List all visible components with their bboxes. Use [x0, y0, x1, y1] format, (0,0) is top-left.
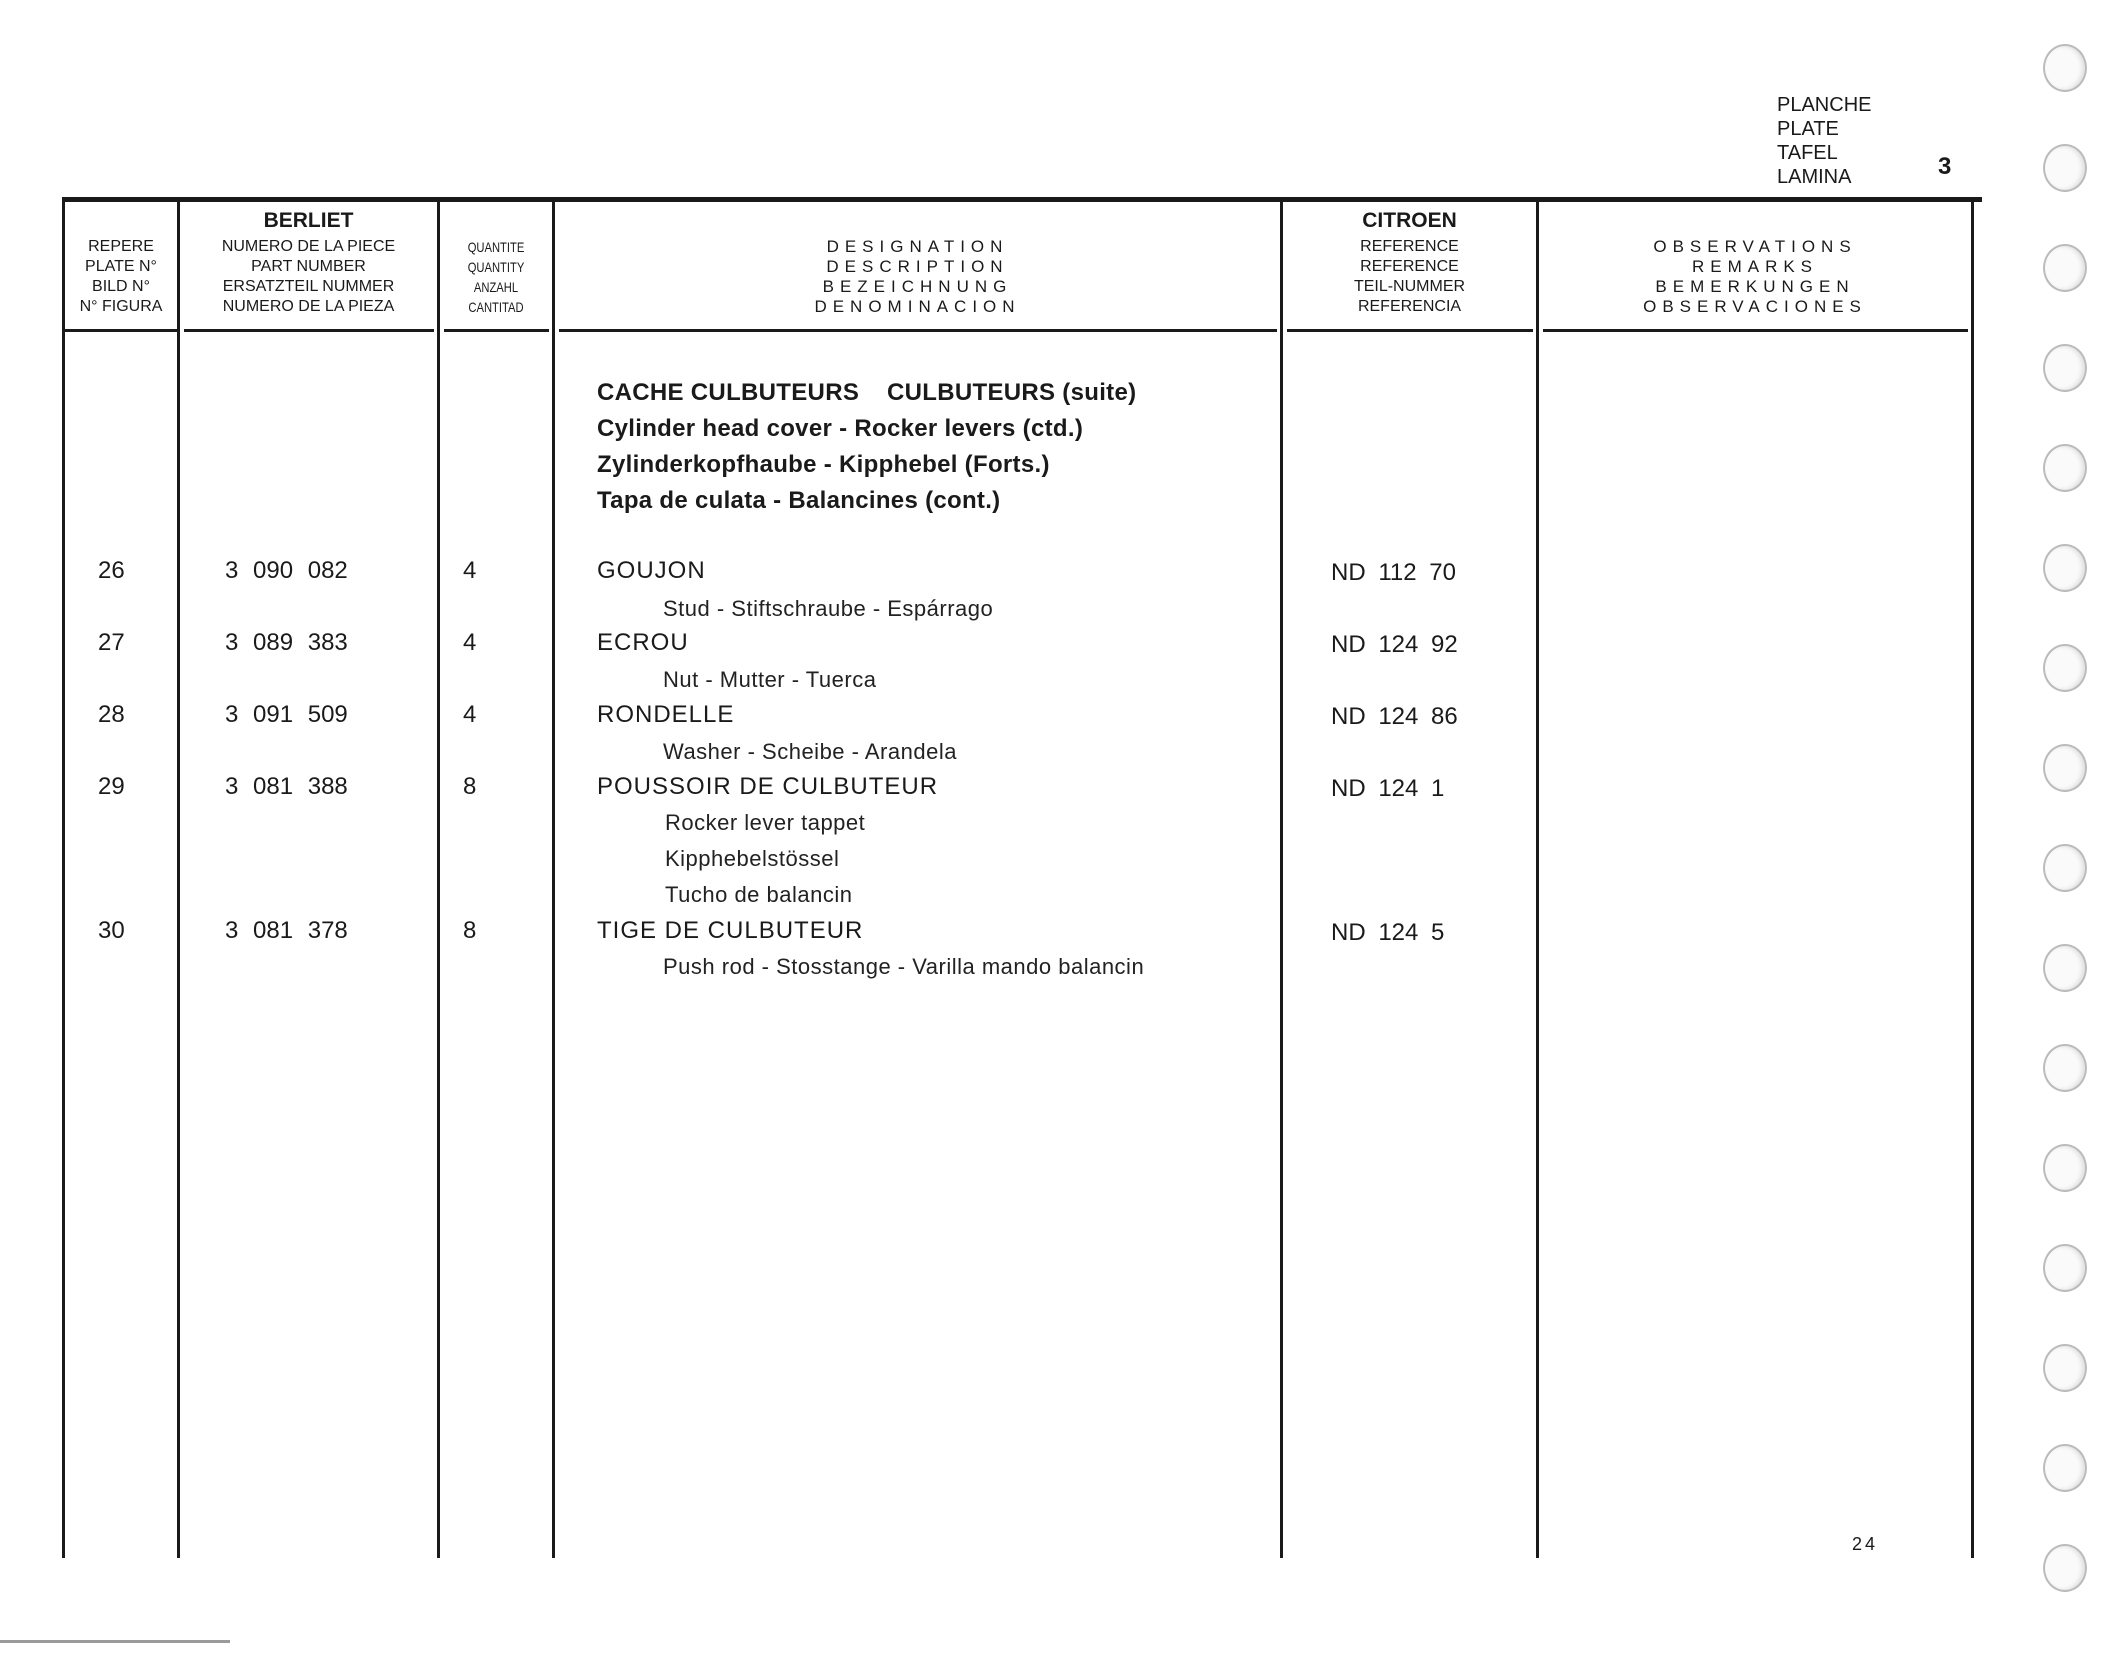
column-divider-4 — [1280, 200, 1283, 1558]
binder-ring — [2043, 1244, 2087, 1292]
header-citroen-title: CITROEN — [1362, 209, 1457, 232]
row-30-part-number: 3 081 378 — [225, 917, 348, 944]
row-26-citroen-ref: ND 112 70 — [1331, 559, 1456, 586]
header-underline-1 — [65, 329, 177, 332]
binder-ring — [2043, 844, 2087, 892]
section-title-de: Zylinderkopfhaube - Kipphebel (Forts.) — [597, 451, 1050, 478]
row-26-part-number: 3 090 082 — [225, 557, 348, 584]
row-27-description: Nut - Mutter - Tuerca — [663, 667, 877, 692]
section-title-fr: CACHE CULBUTEURS CULBUTEURS (suite) — [597, 379, 1137, 406]
plate-number: 3 — [1938, 153, 1952, 180]
binder-ring — [2043, 1444, 2087, 1492]
header-designation — [555, 237, 1280, 317]
plate-label-en: PLATE — [1777, 118, 1839, 140]
header-underline-2 — [184, 329, 434, 332]
row-29-quantity: 8 — [463, 773, 477, 800]
header-designation-es: DENOMINACION — [814, 297, 1021, 316]
header-observations — [1539, 237, 1971, 317]
row-29-description-de: Kipphebelstössel — [665, 846, 840, 871]
row-27-quantity: 4 — [463, 629, 477, 656]
row-27-part-number: 3 089 383 — [225, 629, 348, 656]
row-28-citroen-ref: ND 124 86 — [1331, 703, 1458, 730]
header-citroen-de: TEIL-NUMMER — [1353, 278, 1466, 295]
plate-labels — [1777, 93, 1871, 189]
header-repere-es: N° FIGURA — [79, 298, 163, 315]
row-29-part-number: 3 081 388 — [225, 773, 348, 800]
header-berliet-title: BERLIET — [263, 209, 354, 232]
row-30-designation: TIGE DE CULBUTEUR — [597, 917, 864, 944]
table-right-border — [1971, 200, 1974, 1558]
header-quantite-en: QUANTITY — [467, 259, 525, 275]
header-quantite-fr: QUANTITE — [467, 239, 525, 255]
header-observations-fr: OBSERVATIONS — [1653, 237, 1857, 256]
header-berliet-fr: NUMERO DE LA PIECE — [221, 238, 396, 255]
binder-ring — [2043, 1544, 2087, 1592]
row-27-repere: 27 — [98, 629, 125, 656]
binder-ring — [2043, 244, 2087, 292]
binder-ring — [2043, 344, 2087, 392]
plate-label-de: TAFEL — [1777, 142, 1838, 164]
header-underline-5 — [1287, 329, 1533, 332]
binder-ring — [2043, 644, 2087, 692]
column-divider-2 — [437, 200, 440, 1558]
row-26-description: Stud - Stiftschraube - Espárrago — [663, 596, 994, 621]
section-title-en: Cylinder head cover - Rocker levers (ctd.) — [597, 415, 1084, 442]
row-29-description-es: Tucho de balancin — [665, 882, 853, 907]
header-quantite-es: CANTITAD — [468, 299, 524, 315]
header-observations-en: REMARKS — [1691, 257, 1819, 276]
header-berliet-de: ERSATZTEIL NUMMER — [222, 278, 395, 295]
plate-label-fr: PLANCHE — [1777, 94, 1872, 116]
binder-ring — [2043, 44, 2087, 92]
row-28-part-number: 3 091 509 — [225, 701, 348, 728]
binder-ring — [2043, 144, 2087, 192]
column-divider-3 — [552, 200, 555, 1558]
row-28-designation: RONDELLE — [597, 701, 735, 728]
header-underline-3 — [444, 329, 549, 332]
row-28-description: Washer - Scheibe - Arandela — [663, 739, 957, 764]
header-designation-de: BEZEICHNUNG — [822, 277, 1013, 296]
header-berliet-es: NUMERO DE LA PIEZA — [222, 298, 395, 315]
header-designation-en: DESCRIPTION — [826, 257, 1009, 276]
binder-ring — [2043, 1044, 2087, 1092]
header-citroen-en: REFERENCE — [1360, 258, 1459, 275]
row-30-quantity: 8 — [463, 917, 477, 944]
header-designation-fr: DESIGNATION — [826, 237, 1009, 256]
table-top-border — [62, 197, 1982, 202]
header-citroen-fr: REFERENCE — [1360, 238, 1459, 255]
binder-ring — [2043, 444, 2087, 492]
table-left-border — [62, 200, 65, 1558]
header-berliet-en: PART NUMBER — [251, 258, 366, 275]
row-30-description: Push rod - Stosstange - Varilla mando balancin — [663, 954, 1145, 979]
header-underline-4 — [559, 329, 1277, 332]
header-citroen — [1283, 210, 1536, 317]
row-28-quantity: 4 — [463, 701, 477, 728]
binder-ring — [2043, 944, 2087, 992]
header-repere — [65, 237, 177, 317]
section-title — [597, 375, 1136, 519]
page-edge-shadow — [0, 1640, 230, 1643]
row-29-repere: 29 — [98, 773, 125, 800]
row-26-quantity: 4 — [463, 557, 477, 584]
header-quantite-de: ANZAHL — [473, 279, 519, 295]
row-29-citroen-ref: ND 124 1 — [1331, 775, 1445, 802]
header-observations-de: BEMERKUNGEN — [1655, 277, 1855, 296]
header-repere-en: PLATE N° — [85, 258, 157, 275]
header-repere-de: BILD N° — [92, 278, 150, 295]
column-divider-1 — [177, 200, 180, 1558]
page-number: 24 — [1852, 1534, 1879, 1554]
column-divider-5 — [1536, 200, 1539, 1558]
section-title-es: Tapa de culata - Balancines (cont.) — [597, 487, 1001, 514]
header-berliet — [180, 210, 437, 317]
row-28-repere: 28 — [98, 701, 125, 728]
header-observations-es: OBSERVACIONES — [1643, 297, 1867, 316]
row-30-repere: 30 — [98, 917, 125, 944]
row-27-citroen-ref: ND 124 92 — [1331, 631, 1458, 658]
header-underline-6 — [1543, 329, 1968, 332]
row-29-description-en: Rocker lever tappet — [665, 810, 866, 835]
header-citroen-es: REFERENCIA — [1357, 298, 1462, 315]
binder-ring — [2043, 544, 2087, 592]
row-26-repere: 26 — [98, 557, 125, 584]
plate-label-es: LAMINA — [1777, 166, 1852, 188]
header-repere-fr: REPERE — [88, 238, 154, 255]
row-26-designation: GOUJON — [597, 557, 706, 584]
binder-ring — [2043, 1344, 2087, 1392]
row-29-designation: POUSSOIR DE CULBUTEUR — [597, 773, 939, 800]
binder-ring — [2043, 744, 2087, 792]
row-30-citroen-ref: ND 124 5 — [1331, 919, 1445, 946]
binder-ring — [2043, 1144, 2087, 1192]
row-27-designation: ECROU — [597, 629, 689, 656]
header-quantite — [451, 237, 541, 317]
